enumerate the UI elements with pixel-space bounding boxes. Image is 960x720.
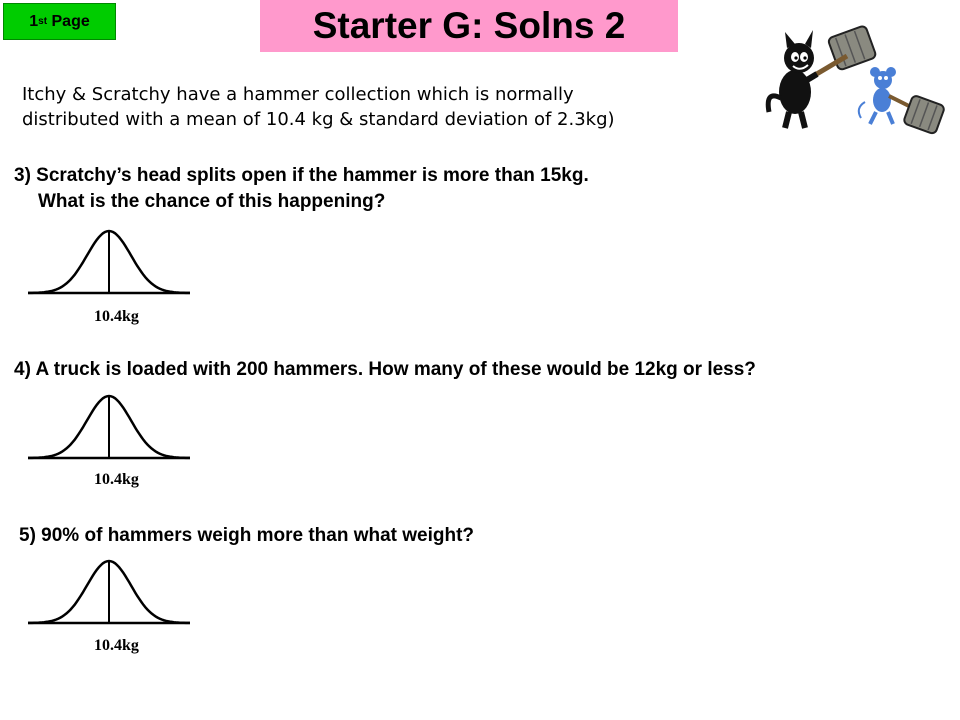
page-word: Page: [51, 12, 90, 30]
slide-title: Starter G: Solns 2: [312, 5, 626, 46]
itchy-scratchy-hammer-illustration: [755, 20, 955, 135]
normal-curve-q5: [24, 555, 194, 630]
question-4-line-1: 4) A truck is loaded with 200 hammers. How many of these would be 12kg or less?: [14, 359, 756, 380]
title-banner: [260, 0, 678, 52]
first-page-button[interactable]: [3, 3, 116, 40]
page-number-suffix: st: [38, 16, 48, 27]
question-4: [14, 357, 756, 383]
curve-label-q4: 10.4kg: [94, 471, 139, 488]
normal-curve-q4: [24, 390, 194, 465]
question-5-line-1: 5) 90% of hammers weigh more than what weight?: [19, 525, 475, 546]
intro-text: [22, 82, 782, 132]
curve-label-q5: 10.4kg: [94, 637, 139, 654]
question-5: [19, 523, 474, 549]
question-3-line-2: What is the chance of this happening?: [38, 191, 386, 212]
question-3: [14, 163, 589, 215]
curve-label-q3: 10.4kg: [94, 308, 139, 325]
intro-line-2: distributed with a mean of 10.4 kg & standard deviation of 2.3kg): [22, 109, 615, 130]
normal-curve-q3: [24, 225, 194, 300]
page-number: 1: [29, 12, 39, 30]
question-3-line-1: 3) Scratchy’s head splits open if the hammer is more than 15kg.: [14, 165, 589, 186]
intro-line-1: Itchy & Scratchy have a hammer collection which is normally: [22, 84, 574, 105]
